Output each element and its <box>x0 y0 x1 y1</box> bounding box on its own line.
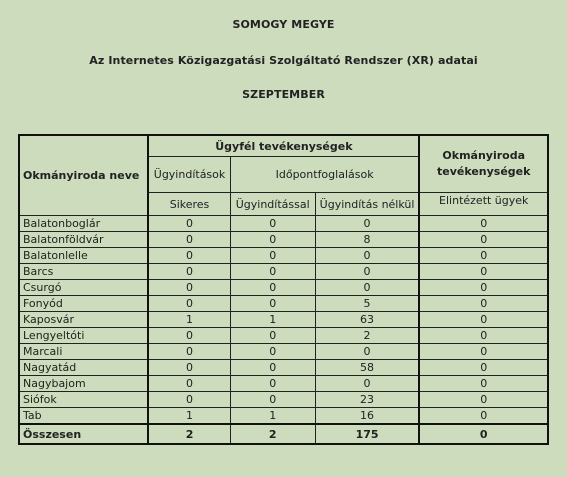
nelkul-cell: 8 <box>315 232 419 248</box>
nelkul-cell: 0 <box>315 376 419 392</box>
sikeres-cell: 0 <box>148 376 230 392</box>
sikeres-cell: 0 <box>148 360 230 376</box>
subheader-idopontfoglalasok: Időpontfoglalások <box>230 157 419 193</box>
office-name-cell: Kaposvár <box>19 312 148 328</box>
elintezett-cell: 0 <box>419 376 548 392</box>
col-header-office: Okmányiroda neve <box>19 135 148 216</box>
subheader-ugyinditasok: Ügyindítások <box>148 157 230 193</box>
total-elintezett: 0 <box>419 424 548 444</box>
table-row <box>19 264 548 280</box>
elintezett-cell: 0 <box>419 280 548 296</box>
table-row <box>19 280 548 296</box>
elintezett-cell: 0 <box>419 408 548 425</box>
nelkul-cell: 23 <box>315 392 419 408</box>
ugyinditassal-cell: 0 <box>230 280 315 296</box>
group-header-client: Ügyfél tevékenységek <box>148 135 419 157</box>
office-name-cell: Nagybajom <box>19 376 148 392</box>
table-row <box>19 248 548 264</box>
nelkul-cell: 2 <box>315 328 419 344</box>
table-row <box>19 216 548 232</box>
nelkul-cell: 5 <box>315 296 419 312</box>
elintezett-cell: 0 <box>419 296 548 312</box>
table-row <box>19 376 548 392</box>
sikeres-cell: 0 <box>148 216 230 232</box>
ugyinditassal-cell: 0 <box>230 248 315 264</box>
elintezett-cell: 0 <box>419 392 548 408</box>
office-name-cell: Fonyód <box>19 296 148 312</box>
office-name-cell: Balatonföldvár <box>19 232 148 248</box>
elintezett-cell: 0 <box>419 344 548 360</box>
elintezett-cell: 0 <box>419 232 548 248</box>
report-month: SZEPTEMBER <box>242 88 325 101</box>
office-name-cell: Balatonlelle <box>19 248 148 264</box>
ugyinditassal-cell: 0 <box>230 232 315 248</box>
total-row <box>19 424 548 444</box>
table-row <box>19 232 548 248</box>
sikeres-cell: 0 <box>148 232 230 248</box>
ugyinditassal-cell: 0 <box>230 296 315 312</box>
table-row <box>19 360 548 376</box>
table-row <box>19 392 548 408</box>
office-name-cell: Balatonboglár <box>19 216 148 232</box>
nelkul-cell: 58 <box>315 360 419 376</box>
table-row <box>19 328 548 344</box>
ugyinditassal-cell: 1 <box>230 312 315 328</box>
table-row <box>19 296 548 312</box>
office-name-cell: Tab <box>19 408 148 425</box>
sikeres-cell: 0 <box>148 280 230 296</box>
col-header-sikeres: Sikeres <box>148 193 230 216</box>
table-row <box>19 344 548 360</box>
elintezett-cell: 0 <box>419 312 548 328</box>
group-header-office: Okmányiroda tevékenységek <box>419 135 548 193</box>
total-ugyinditassal: 2 <box>230 424 315 444</box>
ugyinditassal-cell: 0 <box>230 264 315 280</box>
total-nelkul: 175 <box>315 424 419 444</box>
elintezett-cell: 0 <box>419 328 548 344</box>
table-body <box>19 216 548 425</box>
table-row <box>19 408 548 425</box>
sikeres-cell: 0 <box>148 296 230 312</box>
nelkul-cell: 0 <box>315 280 419 296</box>
ugyinditassal-cell: 0 <box>230 360 315 376</box>
nelkul-cell: 0 <box>315 216 419 232</box>
sikeres-cell: 0 <box>148 264 230 280</box>
ugyinditassal-cell: 0 <box>230 376 315 392</box>
elintezett-cell: 0 <box>419 360 548 376</box>
col-header-ugyinditassal: Ügyindítással <box>230 193 315 216</box>
sikeres-cell: 0 <box>148 344 230 360</box>
table-row <box>19 312 548 328</box>
report-subtitle: Az Internetes Közigazgatási Szolgáltató Rendszer (XR) adatai <box>89 54 478 67</box>
nelkul-cell: 0 <box>315 264 419 280</box>
col-header-ugyinditas-nelkul: Ügyindítás nélkül <box>315 193 419 216</box>
elintezett-cell: 0 <box>419 248 548 264</box>
nelkul-cell: 0 <box>315 344 419 360</box>
sikeres-cell: 1 <box>148 312 230 328</box>
office-name-cell: Nagyatád <box>19 360 148 376</box>
ugyinditassal-cell: 0 <box>230 344 315 360</box>
ugyinditassal-cell: 1 <box>230 408 315 425</box>
elintezett-cell: 0 <box>419 264 548 280</box>
office-name-cell: Lengyeltóti <box>19 328 148 344</box>
statistics-table <box>18 134 549 445</box>
nelkul-cell: 0 <box>315 248 419 264</box>
office-name-cell: Csurgó <box>19 280 148 296</box>
office-name-cell: Siófok <box>19 392 148 408</box>
ugyinditassal-cell: 0 <box>230 392 315 408</box>
office-name-cell: Marcali <box>19 344 148 360</box>
col-header-elintezett: Elintézett ügyek <box>419 193 548 216</box>
total-label: Összesen <box>19 424 148 444</box>
total-sikeres: 2 <box>148 424 230 444</box>
elintezett-cell: 0 <box>419 216 548 232</box>
sikeres-cell: 0 <box>148 328 230 344</box>
nelkul-cell: 63 <box>315 312 419 328</box>
sikeres-cell: 0 <box>148 392 230 408</box>
office-name-cell: Barcs <box>19 264 148 280</box>
ugyinditassal-cell: 0 <box>230 216 315 232</box>
county-title: SOMOGY MEGYE <box>232 18 335 31</box>
ugyinditassal-cell: 0 <box>230 328 315 344</box>
nelkul-cell: 16 <box>315 408 419 425</box>
sikeres-cell: 0 <box>148 248 230 264</box>
sikeres-cell: 1 <box>148 408 230 425</box>
